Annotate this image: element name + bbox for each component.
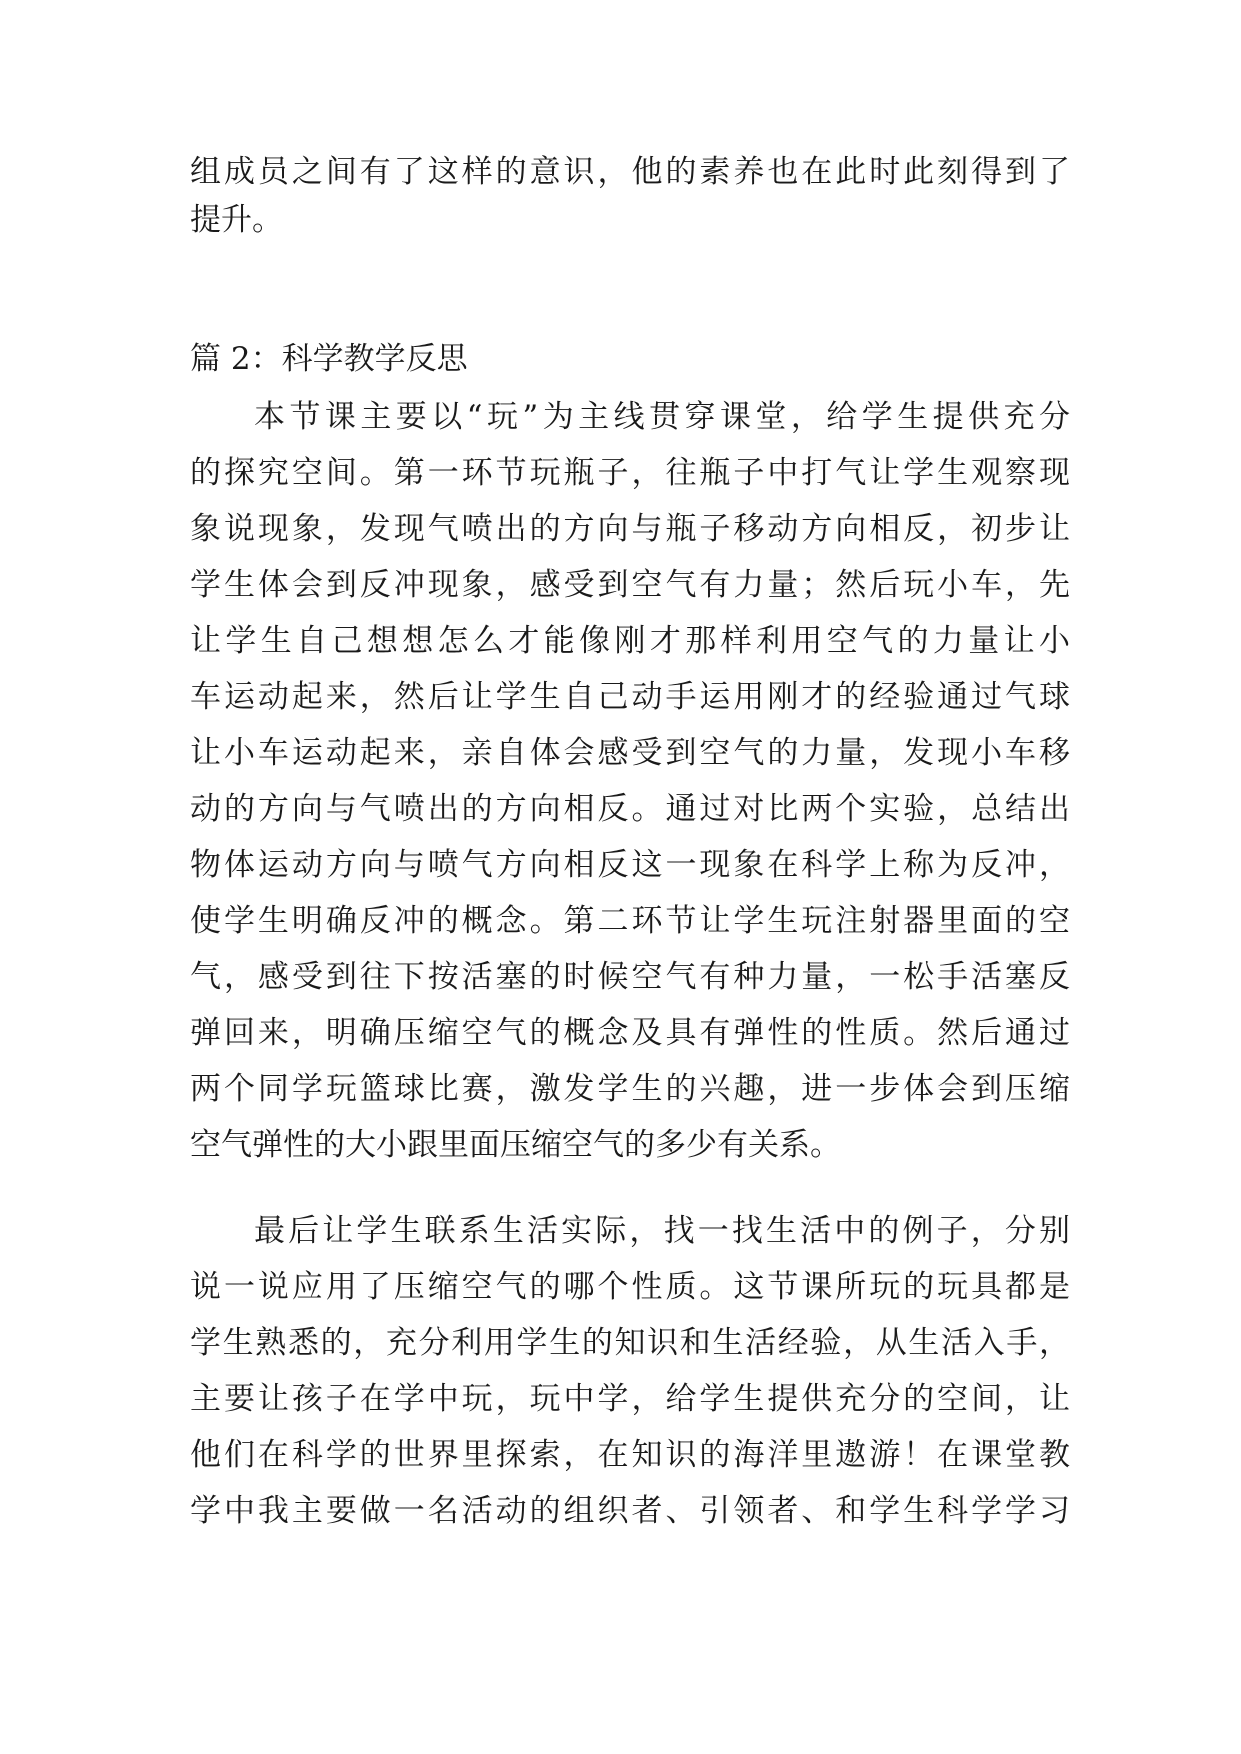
paragraph-line: 两个同学玩篮球比赛，激发学生的兴趣，进一步体会到压缩 <box>190 1071 1070 1107</box>
paragraph-line: 本节课主要以“玩”为主线贯穿课堂，给学生提供充分 <box>254 399 1070 435</box>
paragraph-line: 象说现象，发现气喷出的方向与瓶子移动方向相反，初步让 <box>190 511 1070 547</box>
paragraph-line: 主要让孩子在学中玩，玩中学，给学生提供充分的空间，让 <box>190 1381 1070 1417</box>
paragraph-line: 弹回来，明确压缩空气的概念及具有弹性的性质。然后通过 <box>190 1015 1070 1051</box>
paragraph-line: 物体运动方向与喷气方向相反这一现象在科学上称为反冲， <box>190 847 1070 883</box>
paragraph-line: 学生熟悉的，充分利用学生的知识和生活经验，从生活入手， <box>190 1325 1070 1361</box>
section-heading: 篇 2：科学教学反思 <box>190 341 468 377</box>
paragraph-line: 说一说应用了压缩空气的哪个性质。这节课所玩的玩具都是 <box>190 1269 1070 1305</box>
carryover-line: 提升。 <box>190 202 283 238</box>
paragraph-line: 他们在科学的世界里探索，在知识的海洋里遨游！在课堂教 <box>190 1437 1070 1473</box>
paragraph-line: 气，感受到往下按活塞的时候空气有种力量，一松手活塞反 <box>190 959 1070 995</box>
paragraph-line: 学生体会到反冲现象，感受到空气有力量；然后玩小车，先 <box>190 567 1070 603</box>
paragraph-line: 动的方向与气喷出的方向相反。通过对比两个实验，总结出 <box>190 791 1070 827</box>
carryover-line: 组成员之间有了这样的意识，他的素养也在此时此刻得到了 <box>190 154 1070 190</box>
paragraph-line: 学中我主要做一名活动的组织者、引领者、和学生科学学习 <box>190 1493 1070 1529</box>
paragraph-line: 空气弹性的大小跟里面压缩空气的多少有关系。 <box>190 1127 841 1163</box>
paragraph-line: 车运动起来，然后让学生自己动手运用刚才的经验通过气球 <box>190 679 1070 715</box>
paragraph-line: 让学生自己想想怎么才能像刚才那样利用空气的力量让小 <box>190 623 1070 659</box>
paragraph-line: 使学生明确反冲的概念。第二环节让学生玩注射器里面的空 <box>190 903 1070 939</box>
paragraph-line: 的探究空间。第一环节玩瓶子，往瓶子中打气让学生观察现 <box>190 455 1070 491</box>
paragraph-line: 让小车运动起来，亲自体会感受到空气的力量，发现小车移 <box>190 735 1070 771</box>
paragraph-line: 最后让学生联系生活实际，找一找生活中的例子，分别 <box>254 1213 1070 1249</box>
